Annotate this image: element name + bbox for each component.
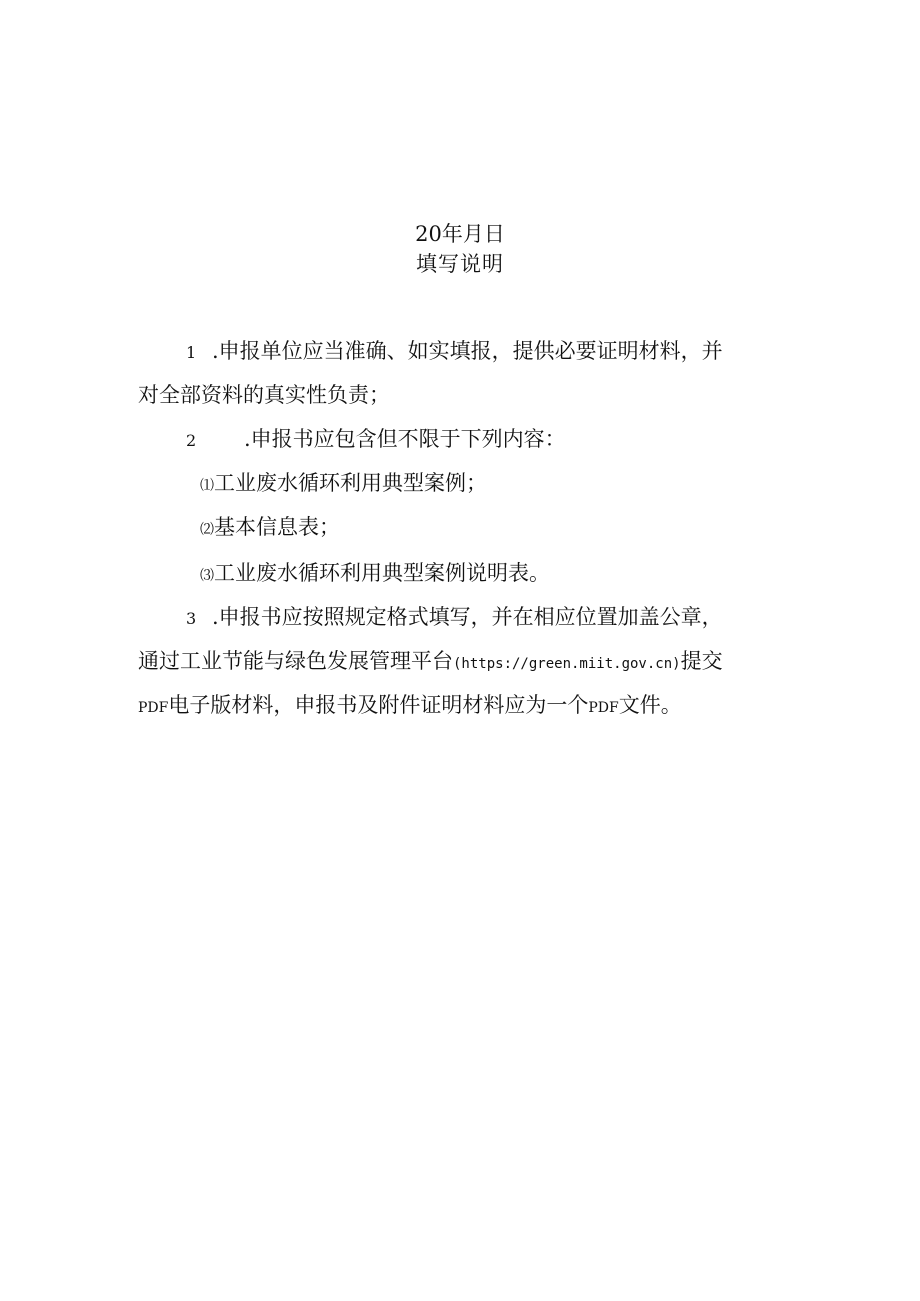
subitem-3-marker: ⑶ — [200, 568, 214, 584]
item-1-line-1 — [186, 336, 723, 368]
item-1-line-2: 对全部资料的真实性负责； — [138, 383, 390, 407]
item-2-line — [186, 424, 566, 456]
subitem-1 — [200, 468, 487, 501]
item-3-text: .申报书应按照规定格式填写，并在相应位置加盖公章， — [212, 605, 723, 629]
page-title: 填写说明 — [416, 252, 504, 276]
platform-url: (https://green.miit.gov.cn) — [453, 656, 681, 672]
item-3-number: 3 — [186, 609, 197, 628]
pdf-label-2: PDF — [588, 700, 619, 716]
item-3-end-text: 文件。 — [618, 693, 682, 717]
subitem-2 — [200, 512, 340, 545]
item-3-line-2 — [138, 646, 723, 679]
subitem-1-marker: ⑴ — [200, 478, 214, 494]
subitem-2-marker: ⑵ — [200, 522, 214, 538]
subitem-1-text: 工业废水循环利用典型案例； — [214, 471, 487, 495]
item-1-text: .申报单位应当准确、如实填报，提供必要证明材料，并 — [212, 339, 723, 363]
item-2-text: .申报书应包含但不限于下列内容： — [244, 427, 566, 451]
item-3-submit-text: 提交 — [680, 649, 723, 673]
pdf-label-1: PDF — [138, 700, 169, 716]
subitem-3-text: 工业废水循环利用典型案例说明表。 — [214, 561, 550, 585]
item-2-number: 2 — [186, 431, 197, 450]
item-3-line-3 — [138, 690, 682, 723]
subitem-3 — [200, 558, 550, 591]
item-1-number: 1 — [186, 343, 197, 362]
date-line: 20年月日 — [415, 222, 505, 246]
item-3-line-1 — [186, 602, 723, 634]
item-3-materials-text: 电子版材料，申报书及附件证明材料应为一个 — [168, 693, 589, 717]
item-3-platform-text: 通过工业节能与绿色发展管理平台 — [138, 649, 453, 673]
subitem-2-text: 基本信息表； — [214, 515, 340, 539]
